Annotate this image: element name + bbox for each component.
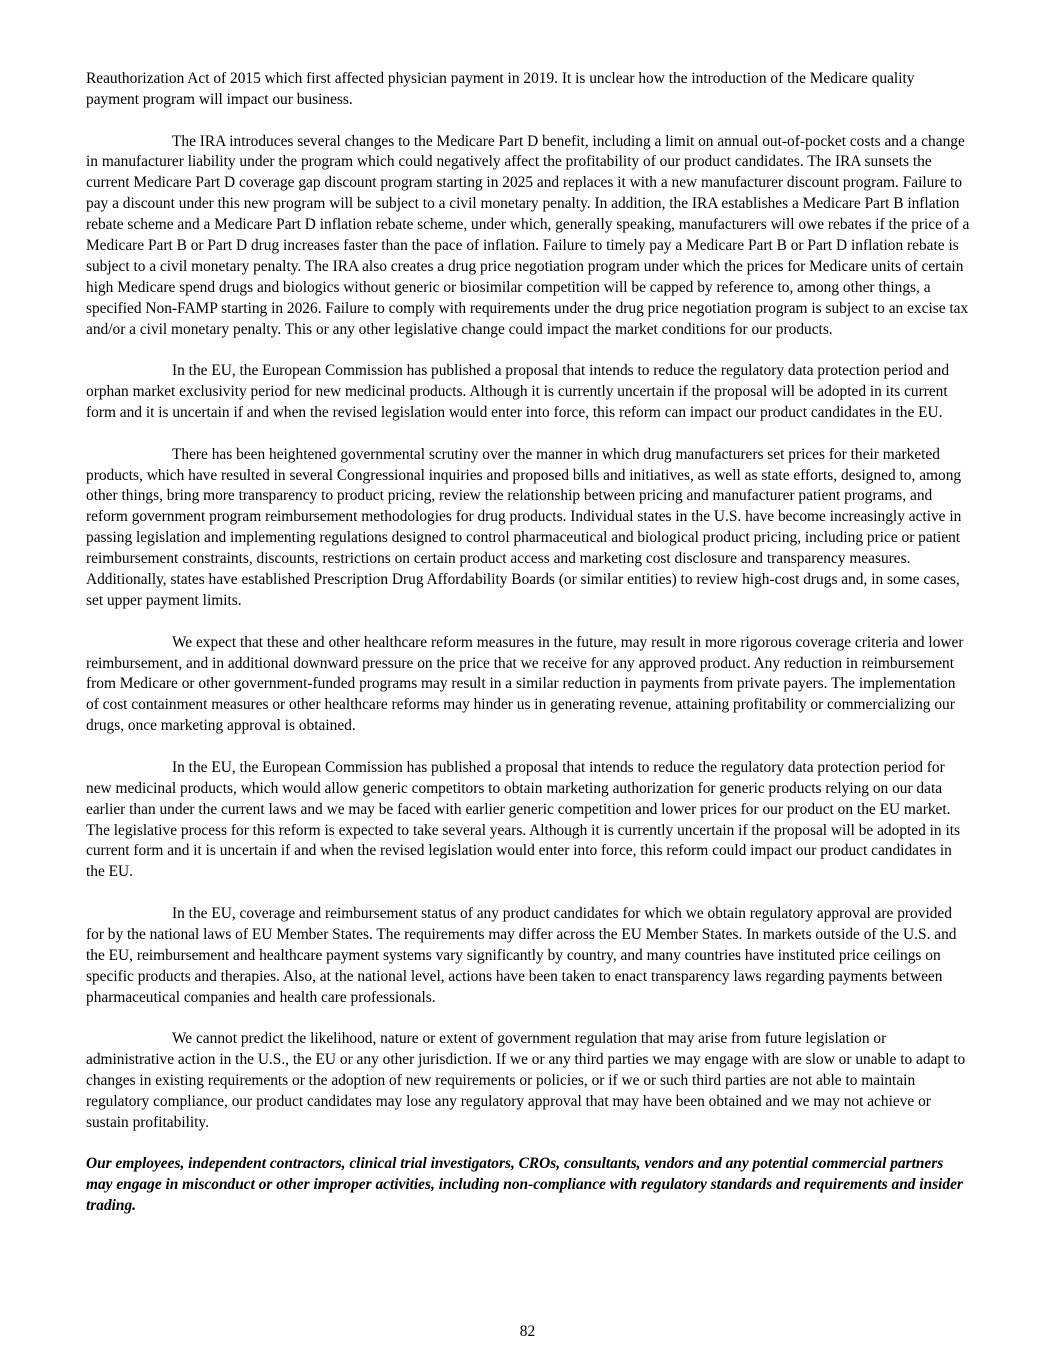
paragraph-future-regulation: We cannot predict the likelihood, nature or extent of government regulation that may arise from future legislation or administrative action in the U.S., the EU or any other jurisdiction. If we or any third parties we may engage with are slow or unable to adapt to changes in existing requirements or the adoption of new requirements or policies, or if we or such third parties are not able to maintain regulatory compliance, our product candidates may lose any regulatory approval that may have been obtained and we may not achieve or sustain profitability. [86,1030,966,1131]
paragraph-ira-part-d-changes: The IRA introduces several changes to the Medicare Part D benefit, including a limit on annual out-of-pocket costs and a change in manufacturer liability under the program which could negatively affect the profitability of our product candidates. The IRA sunsets the current Medicare Part D coverage gap discount program starting in 2025 and replaces it with a new manufacturer discount program. Failure to pay a discount under this new program will be subject to a civil monetary penalty. In addition, the IRA establishes a Medicare Part B inflation rebate scheme and a Medicare Part D inflation rebate scheme, under which, generally speaking, manufacturers will owe rebates if the price of a Medicare Part B or Part D drug increases faster than the pace of inflation. Failure to timely pay a Medicare Part B or Part D inflation rebate is subject to a civil monetary penalty. The IRA also creates a drug price negotiation program under which the prices for Medicare units of certain high Medicare spend drugs and biologics without generic or biosimilar competition will be capped by reference to, among other things, a specified Non-FAMP starting in 2026. Failure to comply with requirements under the drug price negotiation program is subject to an excise tax and/or a civil monetary penalty. This or any other legislative change could impact the market conditions for our products. [86,132,970,338]
risk-factor-heading: Our employees, independent contractors, clinical trial investigators, CROs, consultants, vendors and any potential commercial partners may engage in misconduct or other improper activities, including non-compliance with regulatory standards and requirements and insider trading. [86,1155,963,1215]
paragraph-eu-coverage-reimbursement: In the EU, coverage and reimbursement status of any product candidates for which we obtain regulatory approval are provided for by the national laws of EU Member States. The requirements may differ across the EU Member States. In markets outside of the U.S. and the EU, reimbursement and healthcare payment systems vary significantly by country, and many countries have instituted price ceilings on specific products and therapies. Also, at the national level, actions have been taken to enact transparency laws regarding payments between pharmaceutical companies and health care professionals. [86,904,957,1006]
page-number: 82 [519,1323,536,1340]
paragraph-eu-generic-competition: In the EU, the European Commission has published a proposal that intends to reduce the regulatory data protection period for new medicinal products, which would allow generic competitors to obtain marketing authorization for generic products relying on our data earlier than under the current laws and we may be faced with earlier generic competition and lower prices for our product on the EU market. The legislative process for this reform is expected to take several years. Although it is currently uncertain if the proposal will be adopted in its current form and it is uncertain if and when the revised legislation would enter into force, this reform could impact our product candidates in the EU. [86,758,961,881]
paragraph-eu-data-protection-proposal: In the EU, the European Commission has published a proposal that intends to reduce the regulatory data protection period and orphan market exclusivity period for new medicinal products. Although it is currently uncertain if the proposal will be adopted in its current form and it is uncertain if and when the revised legislation would enter into force, this reform can impact our product candidates in the EU. [86,362,950,422]
document-page [86,69,971,1217]
paragraph-governmental-pricing-scrutiny: There has been heightened governmental scrutiny over the manner in which drug manufacturers set prices for their marketed products, which have resulted in several Congressional inquiries and proposed bills and initiatives, as well as state efforts, designed to, among other things, bring more transparency to product pricing, review the relationship between pricing and manufacturer patient programs, and reform government program reimbursement methodologies for drug products. Individual states in the U.S. have become increasingly active in passing legislation and implementing regulations designed to control pharmaceutical and biological product pricing, including price or patient reimbursement constraints, discounts, restrictions on certain product access and marketing cost disclosure and transparency measures. Additionally, states have established Prescription Drug Affordability Boards (or similar entities) to review high-cost drugs and, in some cases, set upper payment limits. [86,445,962,609]
paragraph-healthcare-reform-measures: We expect that these and other healthcare reform measures in the future, may result in more rigorous coverage criteria and lower reimbursement, and in additional downward pressure on the price that we receive for any approved product. Any reduction in reimbursement from Medicare or other government-funded programs may result in a similar reduction in payments from private payers. The implementation of cost containment measures or other healthcare reforms may hinder us in generating revenue, attaining profitability or commercializing our drugs, once marketing approval is obtained. [86,633,964,735]
paragraph-macra-quality-payment: Reauthorization Act of 2015 which first affected physician payment in 2019. It is unclear how the introduction of the Medicare quality payment program will impact our business. [86,70,915,108]
